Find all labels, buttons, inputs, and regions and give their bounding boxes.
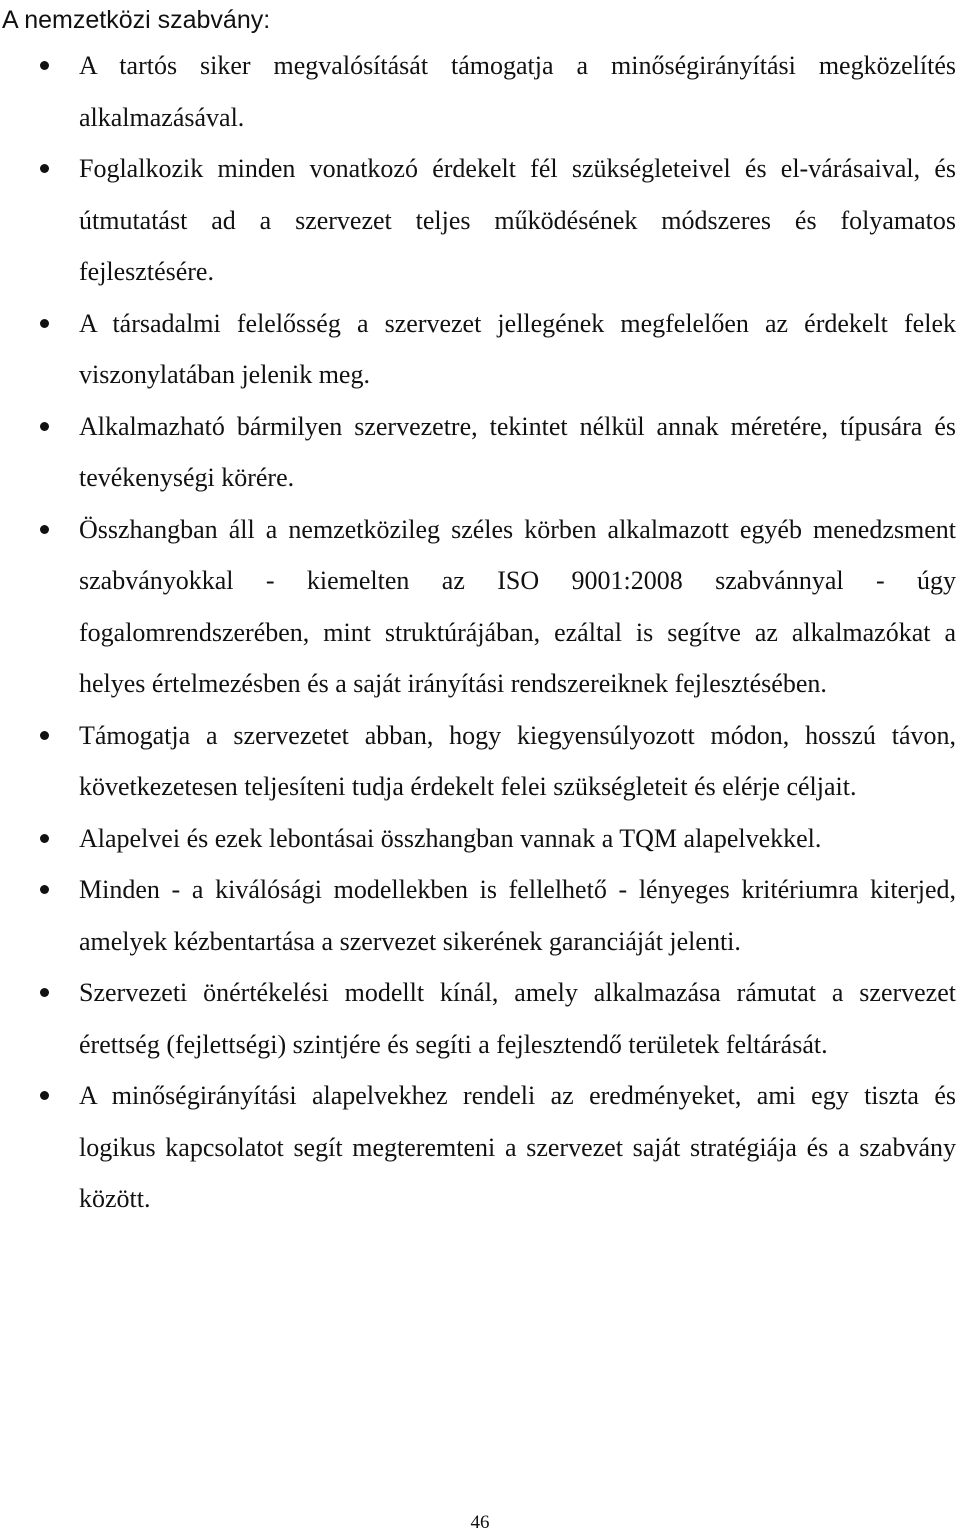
list-item-text: Támogatja a szervezetet abban, hogy kiegyensúlyozott módon, hosszú távon, következetesen teljesíteni tudja érdekelt felei szükségleteit és elérje céljait. (79, 720, 956, 801)
bullet-icon (40, 319, 49, 328)
bullet-icon (40, 422, 49, 431)
list-item-text: Összhangban áll a nemzetközileg széles körben alkalmazott egyéb menedzsment szabványokkal - kiemelten az ISO 9001:2008 szabvánnyal - úgy fogalomrendszerében, mint struktúrájában, ezáltal is segítve az alkalmazókat a helyes értelmezésben és a saját irányítási rendszereiknek fejlesztésében. (79, 514, 956, 698)
bullet-icon (40, 885, 49, 894)
list-item-text: Foglalkozik minden vonatkozó érdekelt fél szükségleteivel és el-várásaival, és útmutatást ad a szervezet teljes működésének módszeres és folyamatos fejlesztésére. (79, 154, 956, 286)
list-item (0, 143, 960, 298)
bullet-icon (40, 164, 49, 173)
list-item (0, 967, 960, 1070)
list-item-text: A tartós siker megvalósítását támogatja a minőségirányítási megközelítés alkalmazásával. (79, 51, 956, 132)
list-item-text: Minden - a kiválósági modellekben is fellelhető - lényeges kritériumra kiterjed, amelyek kézbentartása a szervezet sikerének garanciáját jelenti. (79, 875, 956, 956)
section-heading: A nemzetközi szabvány: (2, 6, 271, 34)
list-item-text: Alkalmazható bármilyen szervezetre, tekintet nélkül annak méretére, típusára és tevékenységi körére. (79, 411, 956, 492)
page-number: 46 (470, 1512, 490, 1533)
bullet-icon (40, 834, 49, 843)
list-item (0, 504, 960, 710)
bullet-icon (40, 988, 49, 997)
list-item (0, 864, 960, 967)
list-item-text: Szervezeti önértékelési modellt kínál, amely alkalmazása rámutat a szervezet érettség (fejlettségi) szintjére és segíti a fejlesztendő területek feltárását. (79, 978, 956, 1059)
bullet-icon (40, 731, 49, 740)
list-item (0, 813, 960, 865)
bullet-icon (40, 1091, 49, 1100)
list-item (0, 298, 960, 401)
list-item (0, 710, 960, 813)
bullet-icon (40, 525, 49, 534)
list-item (0, 40, 960, 143)
list-item-text: Alapelvei és ezek lebontásai összhangban vannak a TQM alapelvekkel. (79, 823, 822, 853)
list-item-text: A minőségirányítási alapelvekhez rendeli az eredményeket, ami egy tiszta és logikus kapcsolatot segít megteremteni a szervezet saját stratégiája és a szabvány között. (79, 1081, 956, 1213)
bullet-icon (40, 61, 49, 70)
list-item-text: A társadalmi felelősség a szervezet jellegének megfelelően az érdekelt felek viszonylatában jelenik meg. (79, 308, 956, 389)
list-item (0, 1070, 960, 1225)
bullet-list (0, 40, 960, 1225)
list-item (0, 401, 960, 504)
